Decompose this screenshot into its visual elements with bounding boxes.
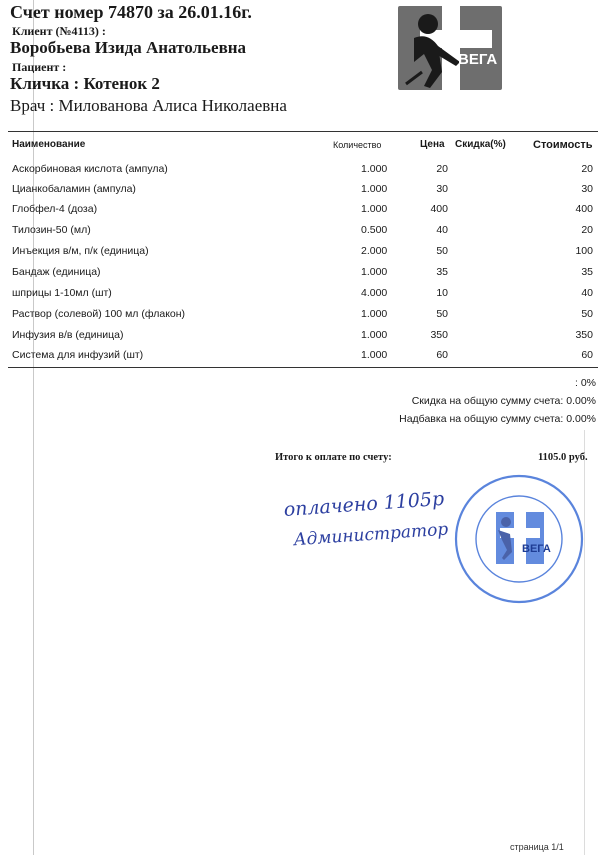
table-top-rule: [8, 131, 598, 132]
item-price: 50: [436, 308, 448, 320]
item-cost: 350: [575, 329, 593, 341]
table-row: [0, 180, 600, 200]
item-price: 50: [436, 245, 448, 257]
item-cost: 20: [581, 163, 593, 175]
column-header-quantity: Количество: [333, 140, 382, 150]
total-value: 1105.0 руб.: [538, 452, 588, 463]
item-price: 40: [436, 224, 448, 236]
signature-line-1: оплачено 1105р: [283, 487, 445, 521]
total-markup: Надбавка на общую сумму счета: 0.00%: [399, 413, 596, 425]
table-bottom-rule: [8, 367, 598, 368]
signature-line-2: Администратор: [293, 519, 449, 551]
item-quantity: 1.000: [361, 349, 388, 361]
column-header-price: Цена: [420, 139, 445, 150]
item-name: Тилозин-50 (мл): [12, 224, 91, 236]
item-quantity: 2.000: [361, 245, 388, 257]
item-cost: 30: [581, 183, 593, 195]
doctor-name: Врач : Милованова Алиса Николаевна: [10, 96, 287, 115]
item-name: Глобфел-4 (доза): [12, 203, 98, 215]
item-quantity: 0.500: [361, 224, 388, 236]
item-cost: 40: [581, 287, 593, 299]
item-name: Цианкобаламин (ампула): [12, 183, 136, 195]
company-stamp: [452, 472, 587, 607]
item-name: Инфузия в/в (единица): [12, 329, 124, 341]
item-quantity: 1.000: [361, 266, 388, 278]
item-name: Система для инфузий (шт): [12, 349, 144, 361]
invoice-title: Счет номер 74870 за 26.01.16г.: [10, 2, 252, 22]
table-row: [0, 242, 600, 262]
table-row: [0, 200, 600, 220]
table-row: [0, 160, 600, 180]
item-price: 35: [436, 266, 448, 278]
table-row: [0, 221, 600, 241]
item-name: Раствор (солевой) 100 мл (флакон): [12, 308, 186, 320]
column-header-discount: Скидка(%): [455, 139, 506, 150]
item-quantity: 1.000: [361, 329, 388, 341]
stamp-text: ВЕГА: [522, 543, 551, 555]
item-price: 60: [436, 349, 448, 361]
item-cost: 35: [581, 266, 593, 278]
item-price: 30: [436, 183, 448, 195]
item-name: Инъекция в/м, п/к (единица): [12, 245, 149, 257]
client-name: Воробьева Изида Анатольевна: [10, 38, 247, 57]
item-cost: 100: [575, 245, 593, 257]
scan-margin-line: [33, 0, 34, 855]
item-quantity: 4.000: [361, 287, 388, 299]
item-name: шприцы 1-10мл (шт): [12, 287, 112, 299]
item-quantity: 1.000: [361, 183, 388, 195]
item-cost: 400: [575, 203, 593, 215]
column-header-cost: Стоимость: [533, 139, 593, 151]
item-quantity: 1.000: [361, 203, 388, 215]
table-row: [0, 284, 600, 304]
item-cost: 20: [581, 224, 593, 236]
total-discount: Скидка на общую сумму счета: 0.00%: [411, 395, 596, 407]
pet-name: Кличка : Котенок 2: [10, 74, 160, 93]
item-price: 10: [436, 287, 448, 299]
item-cost: 50: [581, 308, 593, 320]
item-price: 350: [430, 329, 448, 341]
table-row: [0, 346, 600, 366]
item-quantity: 1.000: [361, 308, 388, 320]
table-row: [0, 305, 600, 325]
client-label: Клиент (№4113) :: [12, 24, 106, 38]
table-row: [0, 263, 600, 283]
item-price: 400: [430, 203, 448, 215]
item-name: Аскорбиновая кислота (ампула): [12, 163, 168, 175]
discount-percent: : 0%: [574, 377, 596, 389]
item-cost: 60: [581, 349, 593, 361]
total-label: Итого к оплате по счету:: [275, 452, 392, 463]
item-name: Бандаж (единица): [12, 266, 101, 278]
clinic-logo: [384, 2, 516, 94]
page-number: страница 1/1: [510, 842, 564, 852]
patient-label: Пациент :: [12, 60, 67, 74]
handwritten-signature: [280, 480, 465, 555]
item-quantity: 1.000: [361, 163, 388, 175]
column-header-name: Наименование: [12, 139, 86, 150]
logo-text: ВЕГА: [458, 51, 498, 68]
table-row: [0, 326, 600, 346]
item-price: 20: [436, 163, 448, 175]
